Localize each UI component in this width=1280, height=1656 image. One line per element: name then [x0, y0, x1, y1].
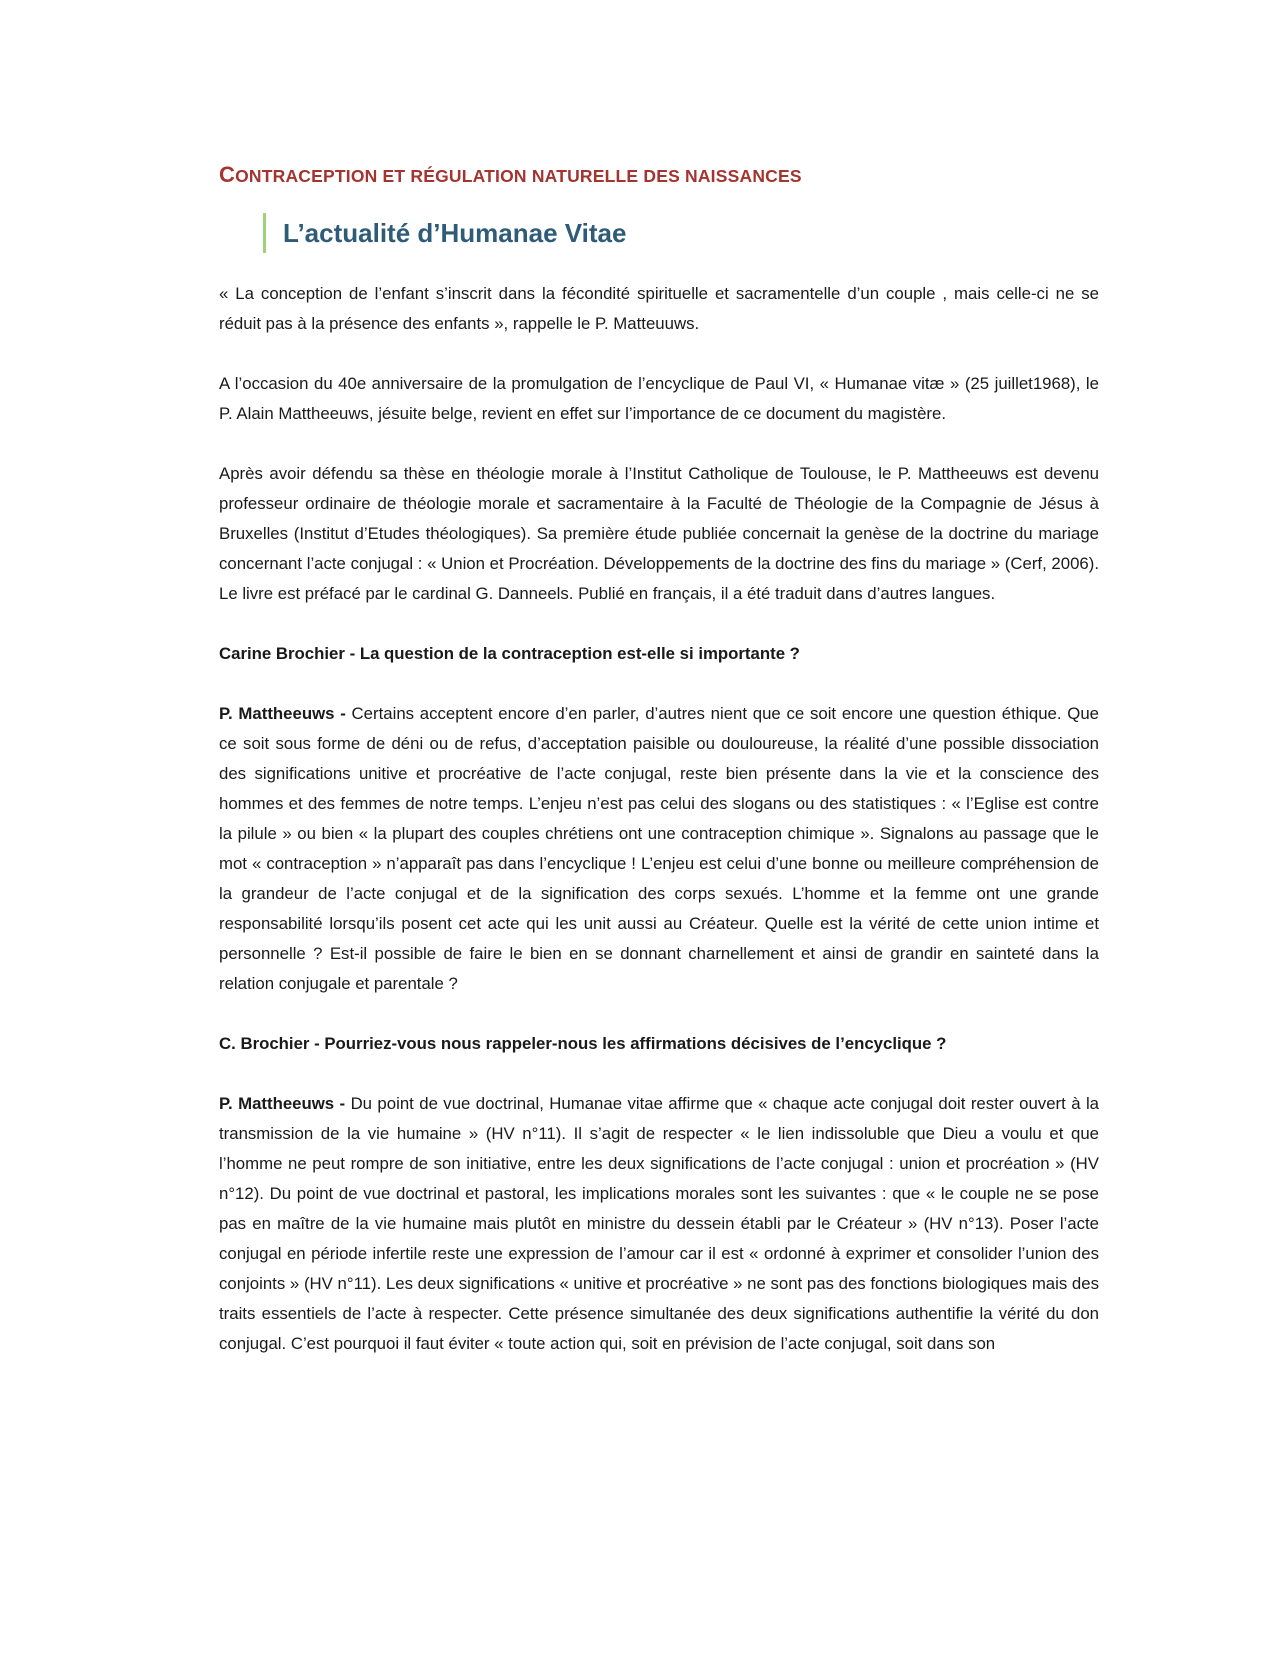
- answer-text: Du point de vue doctrinal, Humanae vitae affirme que « chaque acte conjugal doit rester ouvert à la transmission de la vie humaine » (HV n°11). Il s’agit de respecter « le lien indissoluble que Dieu a voulu et que l’homme ne peut rompre de son initiative, entre les deux significations de l’acte conjugal : union et procréation » (HV n°12). Du point de vue doctrinal et pastoral, les implications morales sont les suivantes : que « le couple ne se pose pas en maître de la vie humaine mais plutôt en ministre du dessein établi par le Créateur » (HV n°13). Poser l’acte conjugal en période infertile reste une expression de l’amour car il est « ordonné à exprimer et consolider l’union des conjoints » (HV n°11). Les deux significations « unitive et procréative » ne sont pas des fonctions biologiques mais des traits essentiels de l’acte à respecter. Cette présence simultanée des deux significations authentifie la vérité du don conjugal. C’est pourquoi il faut éviter « toute action qui, soit en prévision de l’acte conjugal, soit dans son: [219, 1094, 1100, 1353]
- article-heading: L’actualité d’Humanae Vitae: [263, 213, 1099, 253]
- interview-answer-1: [219, 699, 1099, 999]
- answer-speaker: P. Mattheeuws -: [219, 1094, 346, 1113]
- interview-answer-2: [219, 1089, 1099, 1359]
- paragraph-gap: [219, 999, 1099, 1029]
- document-page: [219, 160, 1099, 1359]
- paragraph-gap: [219, 429, 1099, 459]
- answer-text: Certains acceptent encore d’en parler, d’autres nient que ce soit encore une question éthique. Que ce soit sous forme de déni ou de refus, d’acceptation paisible ou douloureuse, la réalité d’une possible dissociation des significations unitive et procréative de l’acte conjugal, reste bien présente dans la vie et la conscience des hommes et des femmes de notre temps. L’enjeu n’est pas celui des slogans ou des statistiques : « l’Eglise est contre la pilule » ou bien « la plupart des couples chrétiens ont une contraception chimique ». Signalons au passage que le mot « contraception » n’apparaît pas dans l’encyclique ! L’enjeu est celui d’une bonne ou meilleure compréhension de la grandeur de l’acte conjugal et de la signification des corps sexués. L’homme et la femme ont une grande responsabilité lorsqu’ils posent cet acte qui les unit aussi au Créateur. Quelle est la vérité de cette union intime et personnelle ? Est-il possible de faire le bien en se donnant charnellement et ainsi de grandir en sainteté dans la relation conjugale et parentale ?: [219, 704, 1099, 993]
- paragraph-gap: [219, 339, 1099, 369]
- interview-question-1: Carine Brochier - La question de la contraception est-elle si importante ?: [219, 644, 800, 663]
- paragraph-gap: [219, 669, 1099, 699]
- paragraph-gap: [219, 1059, 1099, 1089]
- section-title: [219, 164, 1099, 187]
- section-title-rest: ONTRACEPTION ET RÉGULATION NATURELLE DES NAISSANCES: [235, 166, 802, 186]
- paragraph-intro-quote: « La conception de l’enfant s’inscrit dans la fécondité spirituelle et sacramentelle d’un couple , mais celle-ci ne se réduit pas à la présence des enfants », rappelle le P. Matteuuws.: [219, 284, 1099, 333]
- paragraph-anniversary: A l’occasion du 40e anniversaire de la promulgation de l’encyclique de Paul VI, « Humanae vitæ » (25 juillet1968), le P. Alain Mattheeuws, jésuite belge, revient en effet sur l’importance de ce document du magistère.: [219, 374, 1099, 423]
- paragraph-gap: [219, 609, 1099, 639]
- section-title-initial: C: [219, 162, 236, 187]
- paragraph-biography: Après avoir défendu sa thèse en théologie morale à l’Institut Catholique de Toulouse, le P. Mattheeuws est devenu professeur ordinaire de théologie morale et sacramentaire à la Faculté de Théologie de la Compagnie de Jésus à Bruxelles (Institut d’Etudes théologiques). Sa première étude publiée concernait la genèse de la doctrine du mariage concernant l’acte conjugal : « Union et Procréation. Développements de la doctrine des fins du mariage » (Cerf, 2006). Le livre est préfacé par le cardinal G. Danneels. Publié en français, il a été traduit dans d’autres langues.: [219, 464, 1099, 603]
- answer-speaker: P. Mattheeuws -: [219, 704, 346, 723]
- interview-question-2: C. Brochier - Pourriez-vous nous rappeler-nous les affirmations décisives de l’encyclique ?: [219, 1034, 947, 1053]
